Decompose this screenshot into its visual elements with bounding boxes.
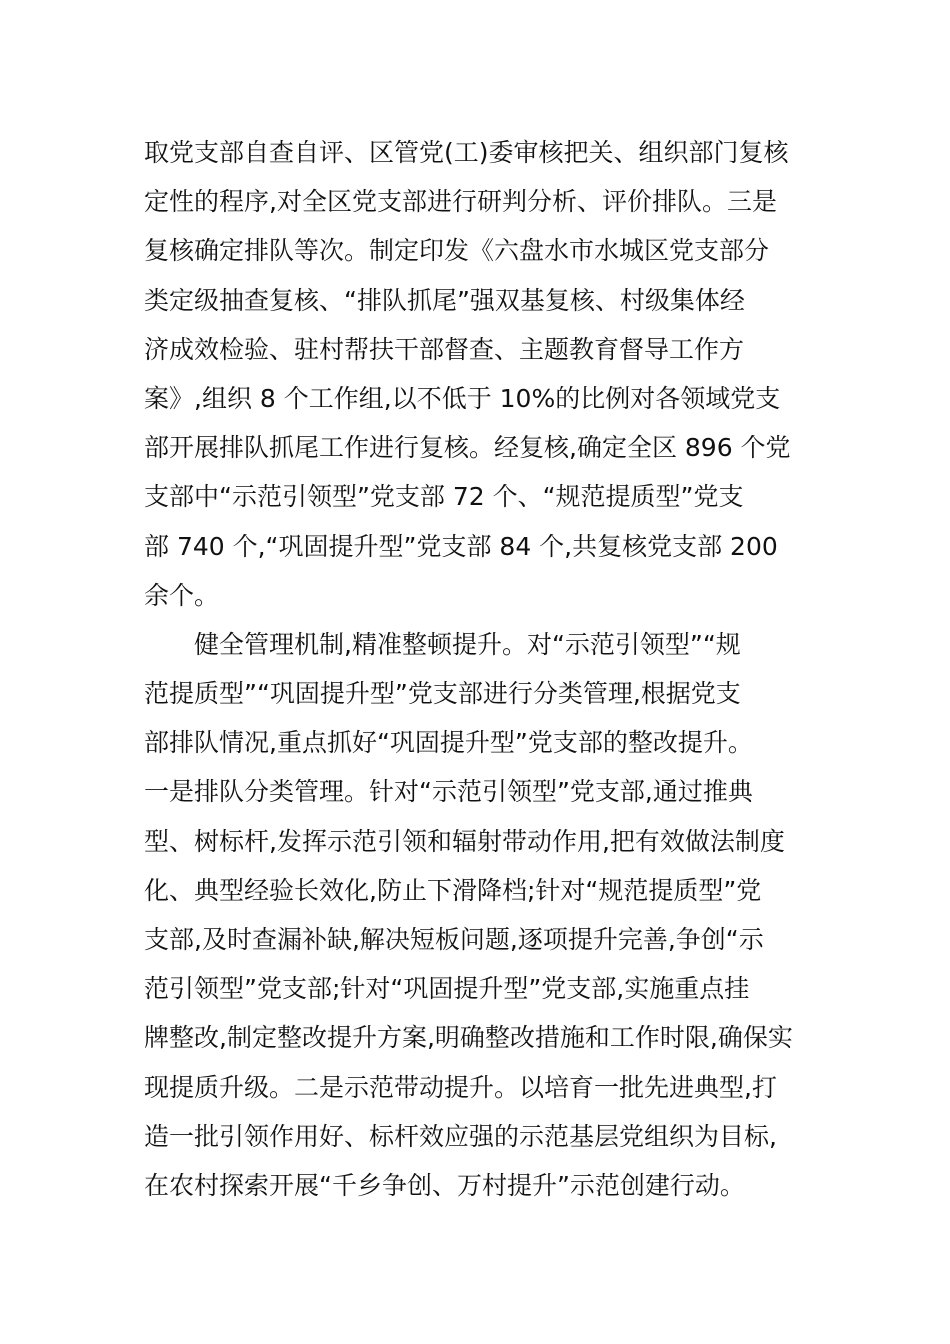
text-line: 案》,组织 8 个工作组,以不低于 10%的比例对各领域党支	[144, 383, 781, 413]
text-line: 类定级抽查复核、“排队抓尾”强双基复核、村级集体经	[144, 285, 745, 315]
text-line: 支部,及时查漏补缺,解决短板问题,逐项提升完善,争创“示	[144, 925, 764, 954]
text-line: 化、典型经验长效化,防止下滑降档;针对“规范提质型”党	[144, 875, 762, 905]
text-line: 部开展排队抓尾工作进行复核。经复核,确定全区 896 个党	[144, 433, 791, 463]
text-line: 部 740 个,“巩固提升型”党支部 84 个,共复核党支部 200	[144, 531, 778, 561]
text-line: 一是排队分类管理。针对“示范引领型”党支部,通过推典	[144, 777, 753, 807]
text-line: 支部中“示范引领型”党支部 72 个、“规范提质型”党支	[144, 482, 744, 512]
paragraph-first-line: 健全管理机制,精准整顿提升。对“示范引领型”“规	[194, 629, 741, 659]
text-line: 余个。	[144, 580, 220, 610]
text-line: 济成效检验、驻村帮扶干部督查、主题教育督导工作方	[144, 334, 745, 364]
text-line: 定性的程序,对全区党支部进行研判分析、评价排队。三是	[144, 187, 777, 217]
text-line: 型、树标杆,发挥示范引领和辐射带动作用,把有效做法制度	[144, 826, 785, 856]
text-line: 范提质型”“巩固提升型”党支部进行分类管理,根据党支	[144, 679, 741, 709]
text-line: 范引领型”党支部;针对“巩固提升型”党支部,实施重点挂	[144, 974, 750, 1004]
text-line: 复核确定排队等次。制定印发《六盘水市水城区党支部分	[144, 236, 770, 266]
text-line: 在农村探索开展“千乡争创、万村提升”示范创建行动。	[144, 1170, 745, 1200]
text-line: 牌整改,制定整改提升方案,明确整改措施和工作时限,确保实	[144, 1023, 793, 1053]
body-text	[144, 128, 814, 1210]
text-line: 取党支部自查自评、区管党(工)委审核把关、组织部门复核	[144, 138, 789, 167]
text-line: 现提质升级。二是示范带动提升。以培育一批先进典型,打	[144, 1072, 777, 1102]
text-line: 造一批引领作用好、标杆效应强的示范基层党组织为目标,	[144, 1121, 777, 1151]
text-line: 部排队情况,重点抓好“巩固提升型”党支部的整改提升。	[144, 728, 753, 758]
